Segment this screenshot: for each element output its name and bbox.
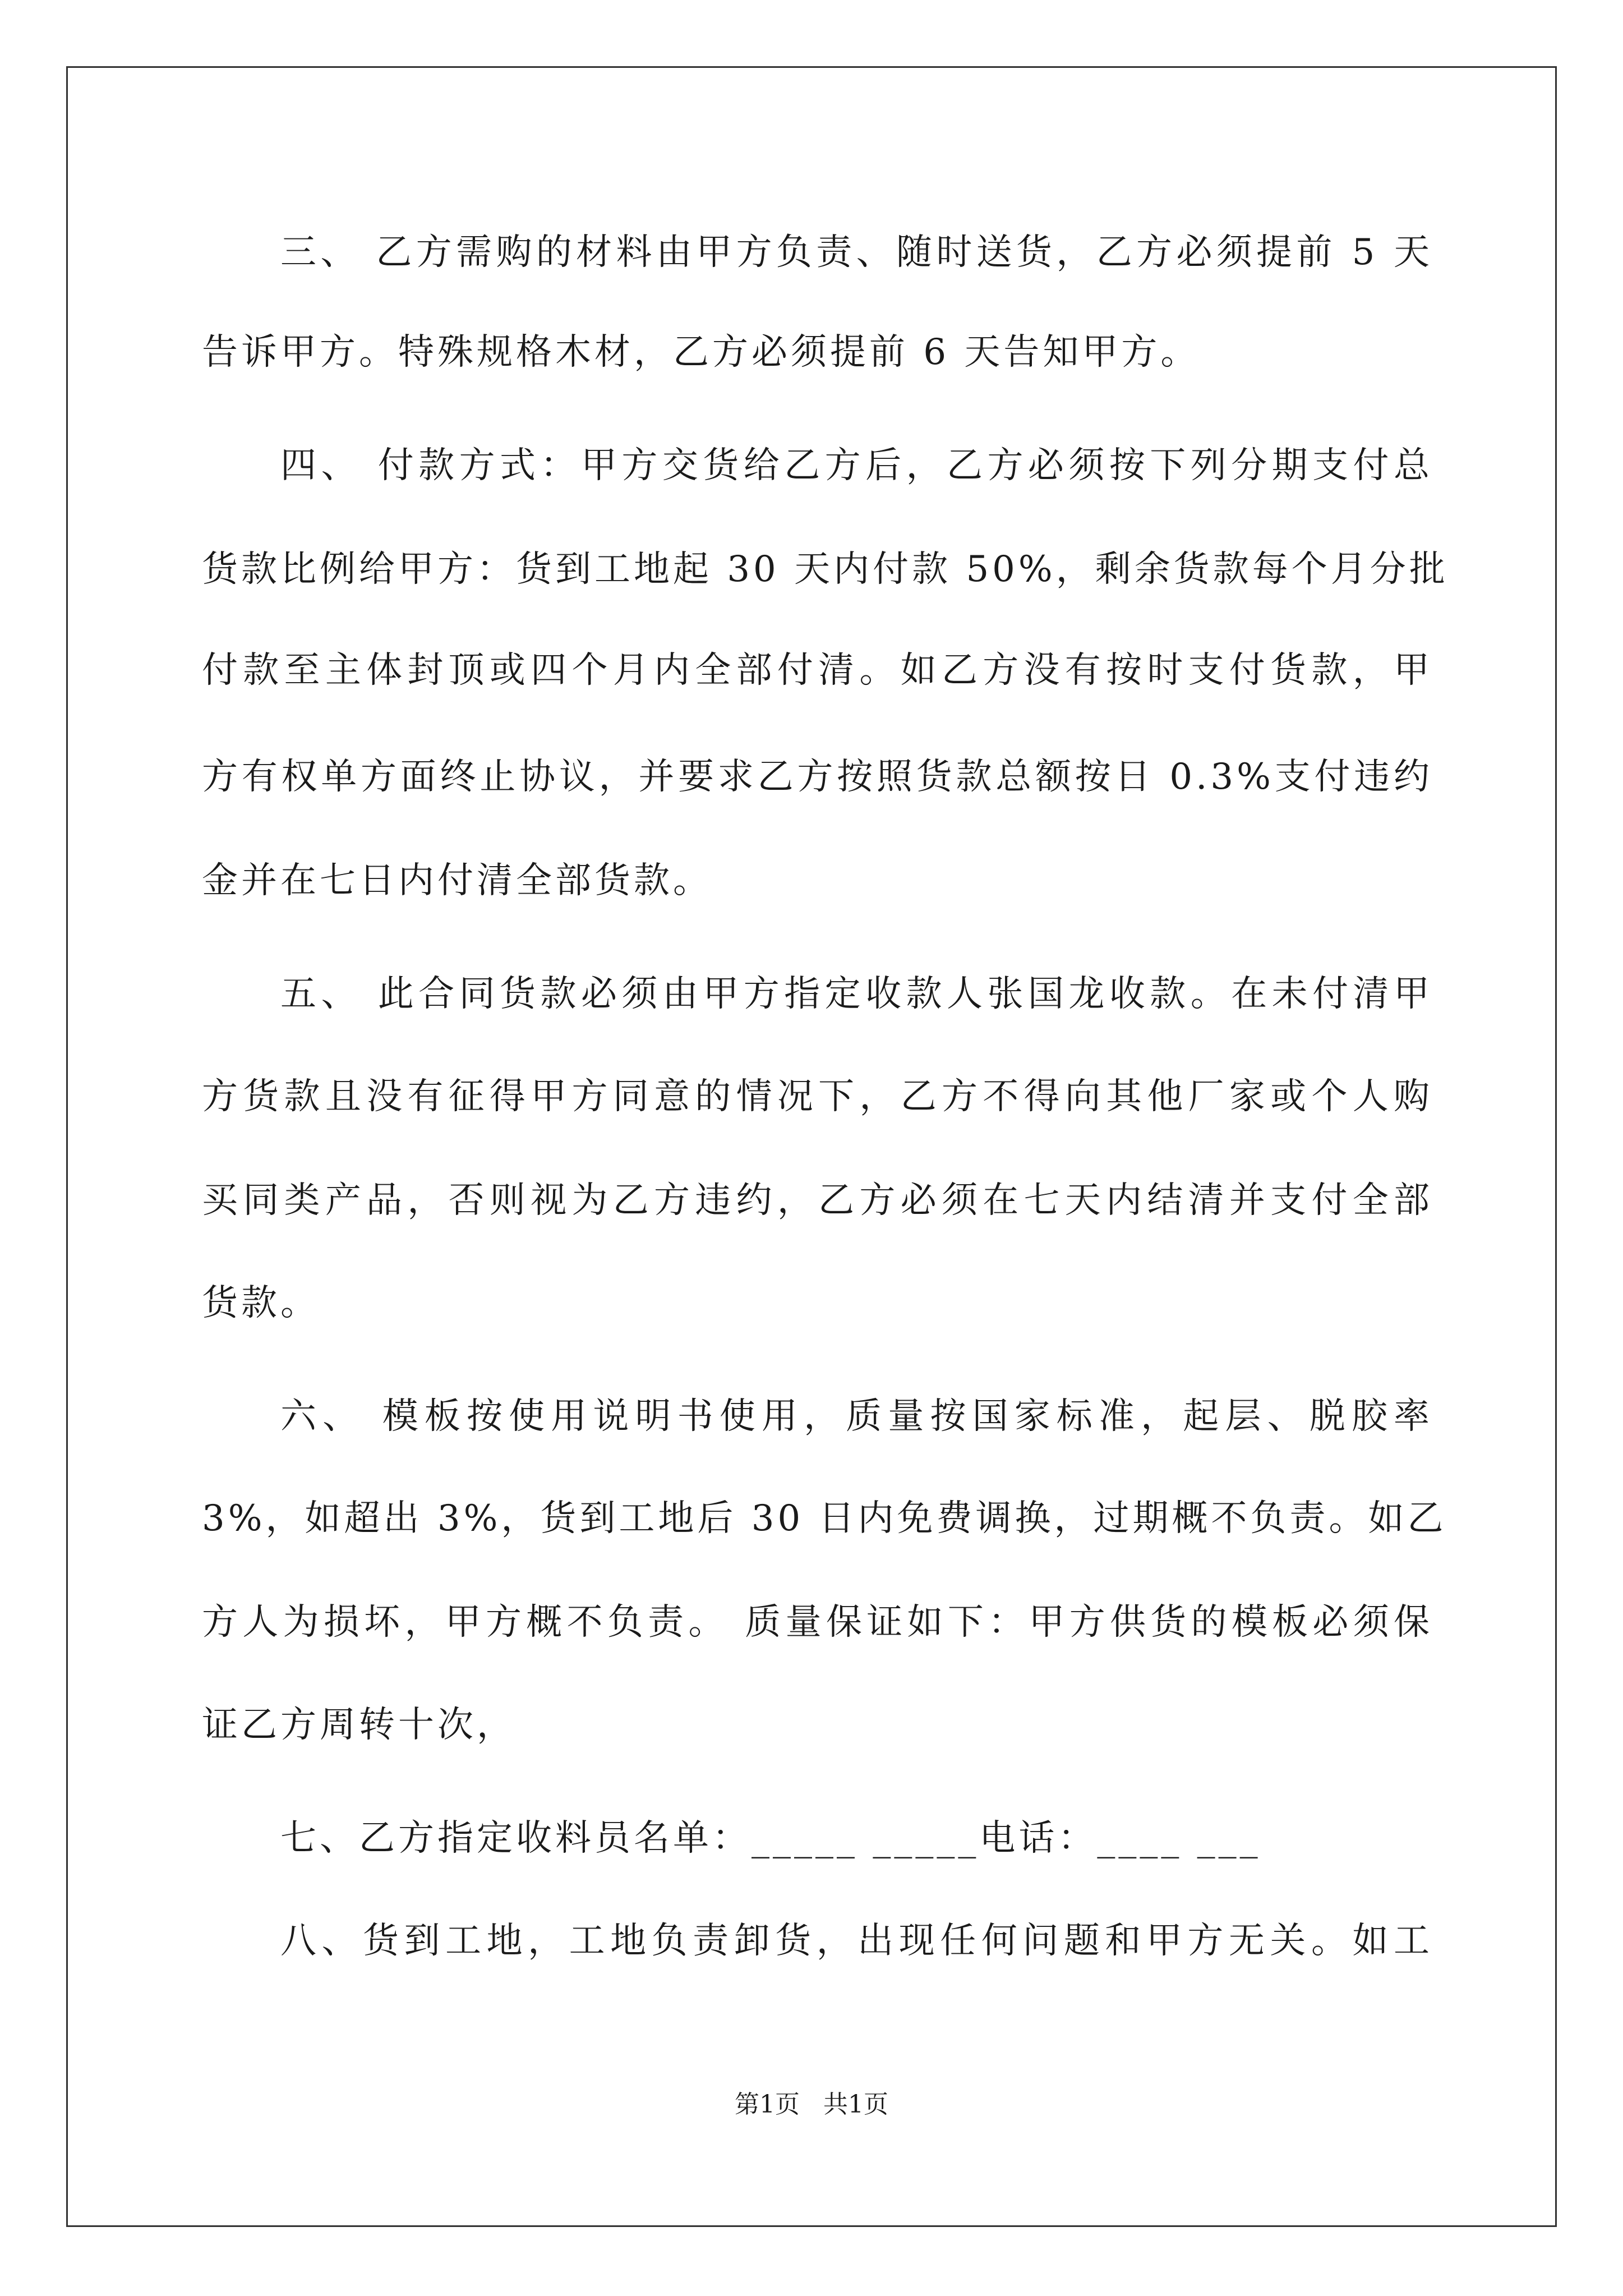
clause-5-line-2: 方货款且没有征得甲方同意的情况下，乙方不得向其他厂家或个人购 bbox=[202, 1076, 1433, 1117]
clause-8-line-1: 八、货到工地，工地负责卸货，出现任何问题和甲方无关。如工 bbox=[280, 1920, 1433, 1962]
clause-4-line-3: 付款至主体封顶或四个月内全部付清。如乙方没有按时支付货款，甲 bbox=[202, 650, 1433, 691]
clause-4-line-4: 方有权单方面终止协议，并要求乙方按照货款总额按日 0.3%支付违约 bbox=[202, 756, 1433, 798]
clause-4-line-5: 金并在七日内付清全部货款。 bbox=[202, 860, 712, 901]
page-number: 第1页 bbox=[735, 2090, 800, 2119]
clause-4-line-1: 四、 付款方式：甲方交货给乙方后，乙方必须按下列分期支付总 bbox=[280, 445, 1433, 486]
clause-3-line-1: 三、 乙方需购的材料由甲方负责、随时送货，乙方必须提前 5 天 bbox=[280, 232, 1433, 273]
page-footer bbox=[0, 2088, 1623, 2122]
clause-3-line-2: 告诉甲方。特殊规格木材，乙方必须提前 6 天告知甲方。 bbox=[202, 332, 1200, 373]
clause-5-line-1: 五、 此合同货款必须由甲方指定收款人张国龙收款。在未付清甲 bbox=[280, 973, 1433, 1015]
clause-7-line-1: 七、乙方指定收料员名单：_____ _____电话：____ ___ bbox=[280, 1818, 1261, 1859]
clause-4-line-2: 货款比例给甲方：货到工地起 30 天内付款 50%，剩余货款每个月分批 bbox=[202, 549, 1449, 590]
clause-6-line-2: 3%，如超出 3%，货到工地后 30 日内免费调换，过期概不负责。如乙 bbox=[202, 1498, 1447, 1539]
clause-6-line-1: 六、 模板按使用说明书使用，质量按国家标准，起层、脱胶率 bbox=[280, 1396, 1433, 1437]
page-total: 共1页 bbox=[823, 2090, 888, 2119]
clause-5-line-3: 买同类产品，否则视为乙方违约，乙方必须在七天内结清并支付全部 bbox=[202, 1180, 1433, 1221]
page-border bbox=[66, 66, 1557, 2227]
clause-6-line-4: 证乙方周转十次， bbox=[202, 1704, 516, 1746]
clause-6-line-3: 方人为损坏，甲方概不负责。 质量保证如下：甲方供货的模板必须保 bbox=[202, 1602, 1433, 1643]
clause-5-line-4: 货款。 bbox=[202, 1282, 320, 1324]
